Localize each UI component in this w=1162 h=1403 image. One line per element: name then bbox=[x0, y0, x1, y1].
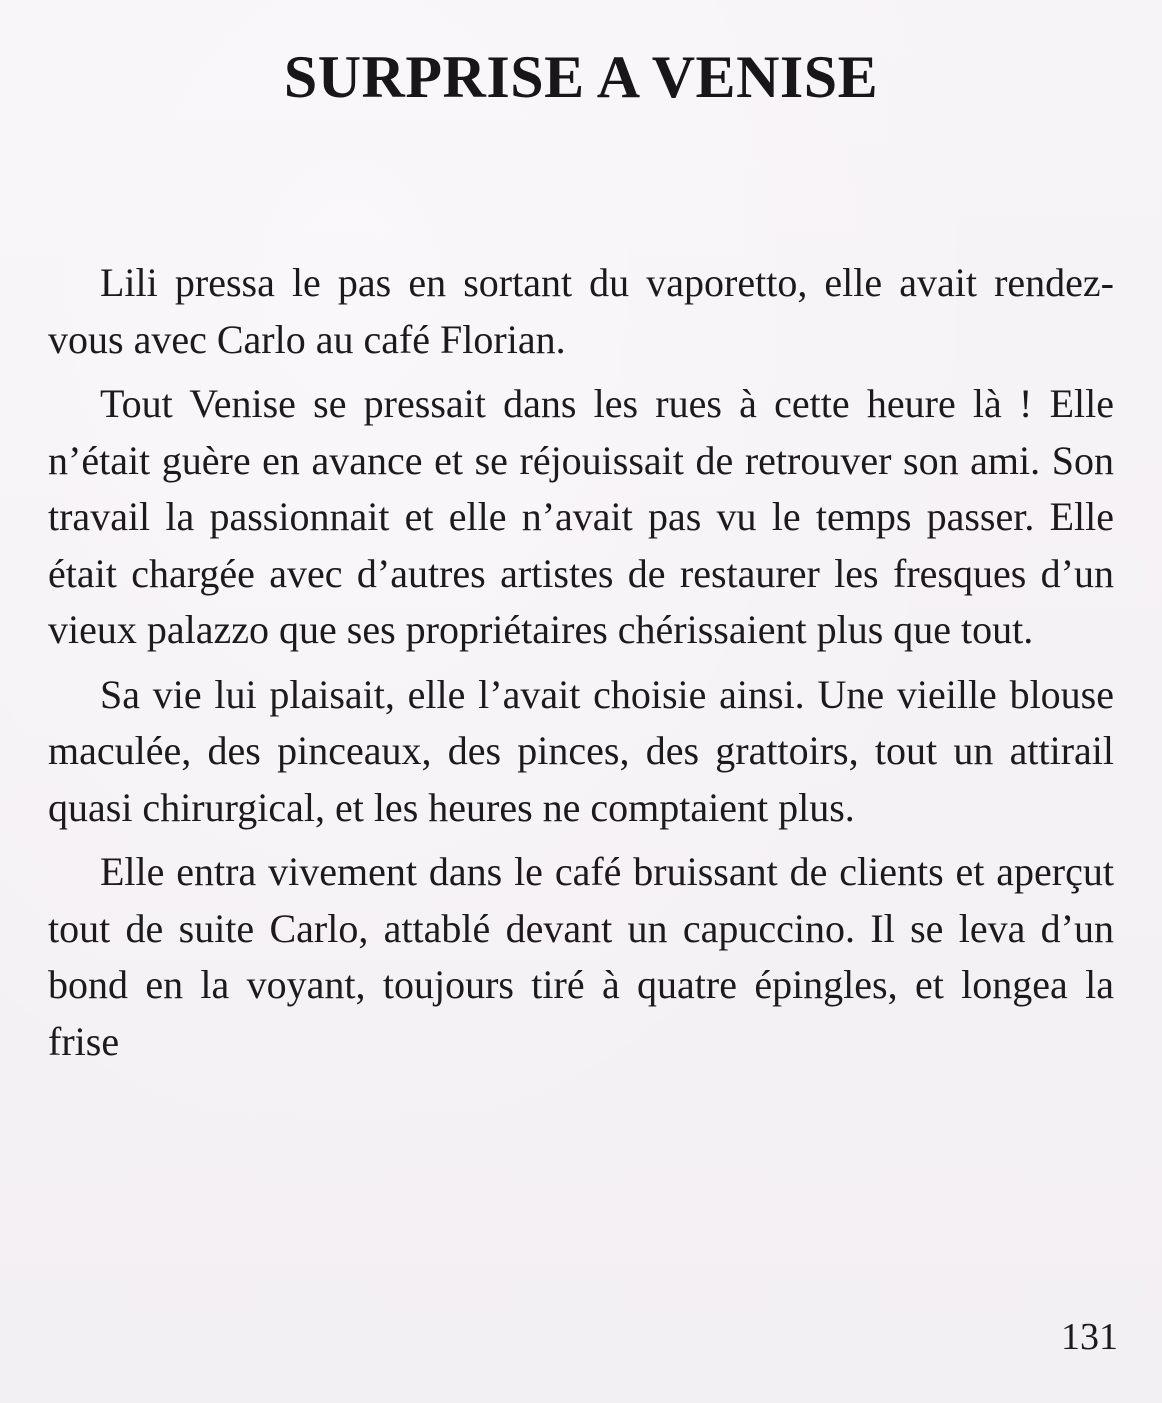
paragraph: Sa vie lui plaisait, elle l’avait choisie ainsi. Une vieille blouse maculée, des pinceaux, des pinces, des grattoirs, tout un attirail quasi chirurgical, et les heures ne comptaient plus. bbox=[48, 671, 1114, 830]
paragraph: Tout Venise se pressait dans les rues à cette heure là ! Elle n’était guère en avance et se réjouissait de retrouver son ami. Son travail la passionnait et elle n’avait pas vu le temps passer. Elle était chargée avec d’autres artistes de restaurer les fresques d’un vieux palazzo que ses propriétaires chérissaient plus que tout. bbox=[48, 381, 1114, 652]
paragraph: Elle entra vivement dans le café bruissant de clients et aperçut tout de suite Carlo, attablé devant un capuccino. Il se leva d’un bond en la voyant, toujours tiré à quatre épingles, et longea la frise bbox=[48, 849, 1114, 1064]
body-text bbox=[48, 255, 1114, 1078]
page-number: 131 bbox=[1061, 1316, 1118, 1358]
paragraph: Lili pressa le pas en sortant du vaporetto, elle avait rendez-vous avec Carlo au café Florian. bbox=[48, 260, 1114, 362]
chapter-title: SURPRISE A VENISE bbox=[283, 44, 879, 110]
